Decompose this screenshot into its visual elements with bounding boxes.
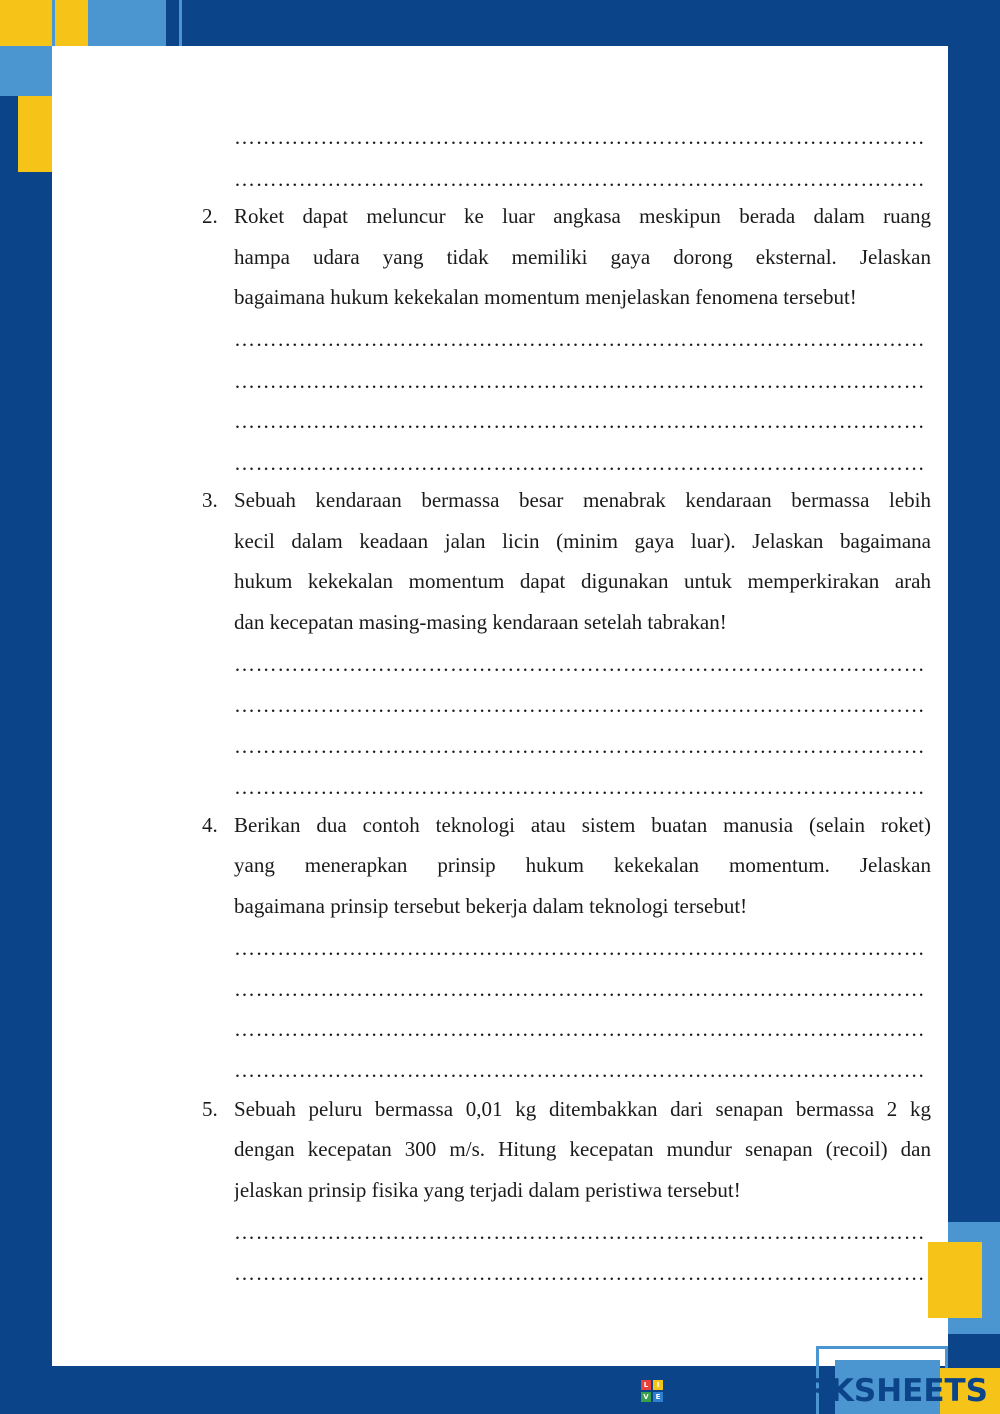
question-text-line: yang menerapkan prinsip hukum kekekalan momentum. Jelaskan — [234, 853, 931, 877]
question-text-line: bagaimana hukum kekekalan momentum menjelaskan fenomena tersebut! — [234, 285, 857, 309]
logo-grid-icon — [641, 1380, 663, 1402]
liveworksheets-logo[interactable] — [641, 1374, 988, 1408]
answer-line[interactable]: …………………………………………………………………………………… — [234, 409, 926, 433]
logo-letter-i: I — [653, 1380, 663, 1390]
worksheet-page — [52, 46, 948, 1366]
question-text-line: kecil dalam keadaan jalan licin (minim gaya luar). Jelaskan bagaimana — [234, 529, 931, 553]
corner-yellow-block-right — [928, 1242, 982, 1318]
question-text-line: Sebuah kendaraan bermassa besar menabrak kendaraan bermassa lebih — [234, 488, 931, 512]
answer-line[interactable]: …………………………………………………………………………………… — [234, 451, 926, 475]
answer-line[interactable]: …………………………………………………………………………………… — [234, 977, 926, 1001]
question-number: 4. — [202, 813, 218, 837]
answer-line[interactable]: …………………………………………………………………………………… — [234, 167, 926, 191]
answer-line[interactable]: …………………………………………………………………………………… — [234, 1220, 926, 1244]
question-text-line: Roket dapat meluncur ke luar angkasa meskipun berada dalam ruang — [234, 204, 931, 228]
question-text-line: bagaimana prinsip tersebut bekerja dalam teknologi tersebut! — [234, 894, 748, 918]
worksheet-content — [52, 46, 948, 1366]
question-text-line: jelaskan prinsip fisika yang terjadi dalam peristiwa tersebut! — [234, 1178, 741, 1202]
logo-letter-l: L — [641, 1380, 651, 1390]
answer-line[interactable]: …………………………………………………………………………………… — [234, 734, 926, 758]
question-text-line: hukum kekekalan momentum dapat digunakan untuk memperkirakan arah — [234, 569, 931, 593]
answer-line[interactable]: …………………………………………………………………………………… — [234, 1261, 926, 1285]
question-number: 5. — [202, 1097, 218, 1121]
logo-text: LIVEWORKSHEETS — [669, 1373, 988, 1409]
question-text-line: dengan kecepatan 300 m/s. Hitung kecepatan mundur senapan (recoil) dan — [234, 1137, 931, 1161]
answer-line[interactable]: …………………………………………………………………………………… — [234, 125, 926, 149]
logo-letter-v: V — [641, 1392, 651, 1402]
answer-line[interactable]: …………………………………………………………………………………… — [234, 693, 926, 717]
answer-line[interactable]: …………………………………………………………………………………… — [234, 652, 926, 676]
answer-line[interactable]: …………………………………………………………………………………… — [234, 1058, 926, 1082]
answer-line[interactable]: …………………………………………………………………………………… — [234, 327, 926, 351]
question-number: 3. — [202, 488, 218, 512]
answer-line[interactable]: …………………………………………………………………………………… — [234, 1017, 926, 1041]
corner-lightblue-strip-left — [0, 46, 52, 96]
question-text-line: hampa udara yang tidak memiliki gaya dorong eksternal. Jelaskan — [234, 245, 931, 269]
question-text-line: Berikan dua contoh teknologi atau sistem buatan manusia (selain roket) — [234, 813, 931, 837]
question-text-line: Sebuah peluru bermassa 0,01 kg ditembakkan dari senapan bermassa 2 kg — [234, 1097, 931, 1121]
question-text-line: dan kecepatan masing-masing kendaraan setelah tabrakan! — [234, 610, 727, 634]
question-number: 2. — [202, 204, 218, 228]
logo-letter-e: E — [653, 1392, 663, 1402]
answer-line[interactable]: …………………………………………………………………………………… — [234, 936, 926, 960]
answer-line[interactable]: …………………………………………………………………………………… — [234, 775, 926, 799]
answer-line[interactable]: …………………………………………………………………………………… — [234, 369, 926, 393]
